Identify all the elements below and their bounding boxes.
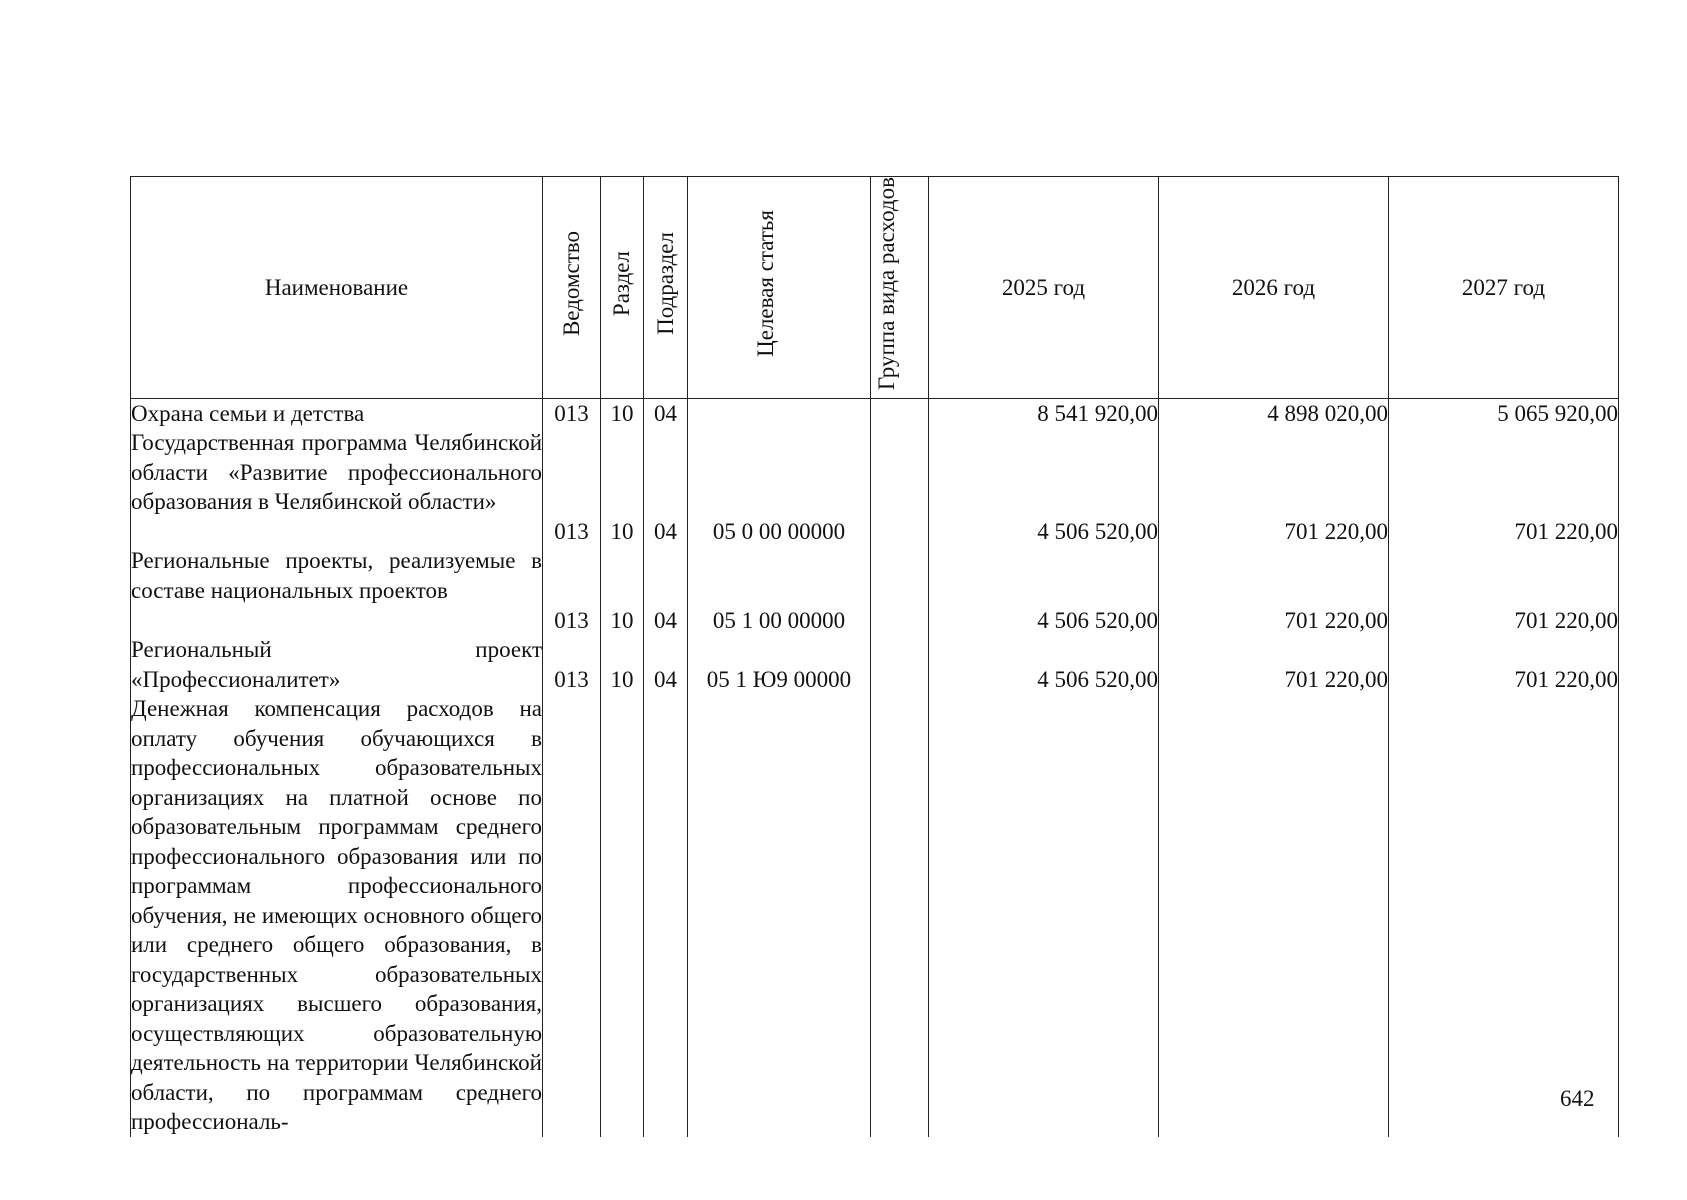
row-group (871, 546, 929, 635)
row-name: Региональный проект «Профессионалитет» (131, 635, 543, 694)
row-podrazdel: 04 (644, 428, 688, 546)
row-2025: 8 541 920,00 (929, 398, 1159, 428)
row-target: 05 0 00 00000 (688, 428, 871, 546)
header-2025: 2025 год (929, 177, 1159, 399)
table-row (131, 428, 1619, 546)
table-row (131, 635, 1619, 694)
row-ved: 013 (543, 635, 601, 694)
row-razdel: 10 (601, 398, 644, 428)
row-2025: 4 506 520,00 (929, 635, 1159, 694)
row-name: Государственная программа Челябинской области «Развитие профессионального образования в Челябинской области» (131, 428, 543, 546)
row-razdel (601, 694, 644, 1137)
row-ved: 013 (543, 546, 601, 635)
row-2025: 4 506 520,00 (929, 546, 1159, 635)
header-vedomstvo: Ведомство (543, 177, 601, 399)
row-podrazdel: 04 (644, 635, 688, 694)
header-podrazdel: Подраздел (644, 177, 688, 399)
table-row (131, 398, 1619, 428)
row-2026: 701 220,00 (1159, 428, 1389, 546)
row-target (688, 694, 871, 1137)
row-razdel: 10 (601, 635, 644, 694)
header-razdel: Раздел (601, 177, 644, 399)
row-name: Региональные проекты, реализуемые в составе национальных проектов (131, 546, 543, 635)
row-podrazdel (644, 694, 688, 1137)
header-target: Целевая статья (688, 177, 871, 399)
row-target: 05 1 Ю9 00000 (688, 635, 871, 694)
row-2027: 701 220,00 (1389, 428, 1619, 546)
row-2026: 4 898 020,00 (1159, 398, 1389, 428)
header-group: Группа вида расходов (871, 177, 929, 399)
row-razdel: 10 (601, 428, 644, 546)
row-2025: 4 506 520,00 (929, 428, 1159, 546)
row-ved: 013 (543, 398, 601, 428)
row-razdel: 10 (601, 546, 644, 635)
page-number: 642 (1560, 1086, 1595, 1111)
row-2027: 701 220,00 (1389, 546, 1619, 635)
row-group (871, 428, 929, 546)
row-podrazdel: 04 (644, 398, 688, 428)
budget-table (130, 176, 1619, 1137)
row-group (871, 398, 929, 428)
row-2026 (1159, 694, 1389, 1137)
row-name: Охрана семьи и детства (131, 398, 543, 428)
row-2027: 701 220,00 (1389, 635, 1619, 694)
row-name: Денежная компенсация расходов на оплату обучения обучающихся в профессиональных образовательных организациях на платной основе по образовательным программам среднего профессионального образования или по программам профессионального обучения, не имеющих основного общего или среднего общего образования, в государственных образовательных организациях высшего образования, осуществляющих образовательную деятельность на территории Челябинской области, по программам среднего профессиональ- (131, 694, 543, 1137)
row-2027 (1389, 694, 1619, 1137)
row-2027: 5 065 920,00 (1389, 398, 1619, 428)
table-row (131, 546, 1619, 635)
row-2026: 701 220,00 (1159, 635, 1389, 694)
header-2027: 2027 год (1389, 177, 1619, 399)
row-target: 05 1 00 00000 (688, 546, 871, 635)
row-2026: 701 220,00 (1159, 546, 1389, 635)
row-group (871, 635, 929, 694)
row-podrazdel: 04 (644, 546, 688, 635)
table-row (131, 694, 1619, 1137)
row-group (871, 694, 929, 1137)
row-2025 (929, 694, 1159, 1137)
row-ved (543, 694, 601, 1137)
header-name: Наименование (131, 177, 543, 399)
row-ved: 013 (543, 428, 601, 546)
table-header (131, 177, 1619, 399)
header-2026: 2026 год (1159, 177, 1389, 399)
row-target (688, 398, 871, 428)
